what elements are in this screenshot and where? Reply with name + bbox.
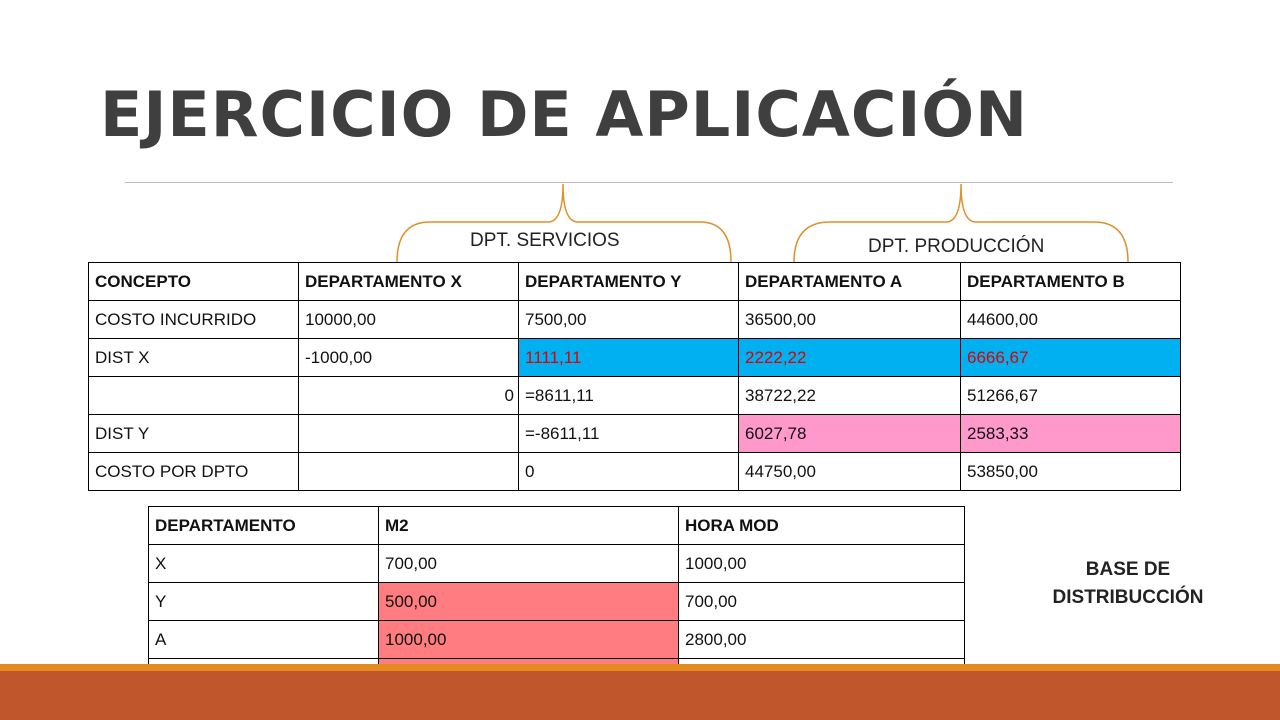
table-row: [89, 453, 1181, 491]
header-cell: DEPARTAMENTO X: [299, 263, 519, 301]
page-title: EJERCICIO DE APLICACIÓN: [100, 78, 1028, 151]
table-cell: 700,00: [679, 583, 965, 621]
table-row: [89, 339, 1181, 377]
table-cell: =8611,11: [519, 377, 739, 415]
header-cell: HORA MOD: [679, 507, 965, 545]
header-cell: DEPARTAMENTO: [149, 507, 379, 545]
highlighted-cell: 500,00: [379, 583, 679, 621]
highlighted-cell: 2222,22: [739, 339, 961, 377]
table-cell: [299, 415, 519, 453]
table-header-row: [149, 507, 965, 545]
table-cell: 51266,67: [961, 377, 1181, 415]
table-row: [149, 545, 965, 583]
table-cell: X: [149, 545, 379, 583]
table-cell: A: [149, 621, 379, 659]
base-distribution-label: [1030, 556, 1226, 612]
table-cell: 700,00: [379, 545, 679, 583]
highlighted-cell: 6027,78: [739, 415, 961, 453]
table-cell: 53850,00: [961, 453, 1181, 491]
table-row: [89, 415, 1181, 453]
table-cell: 44750,00: [739, 453, 961, 491]
table-cell: 10000,00: [299, 301, 519, 339]
table-cell: [299, 453, 519, 491]
footer-bar: [0, 664, 1280, 720]
table-row: [89, 377, 1181, 415]
table-cell: 0: [519, 453, 739, 491]
table-row: [89, 301, 1181, 339]
header-cell: M2: [379, 507, 679, 545]
table-cell: COSTO INCURRIDO: [89, 301, 299, 339]
table-cell: DIST X: [89, 339, 299, 377]
table-row: [149, 583, 965, 621]
bracket-graphics: [0, 0, 1280, 270]
servicios-label: DPT. SERVICIOS: [470, 230, 620, 251]
header-cell: DEPARTAMENTO Y: [519, 263, 739, 301]
produccion-label: DPT. PRODUCCIÓN: [868, 236, 1045, 257]
table-cell: 0: [299, 377, 519, 415]
table-cell: 1000,00: [679, 545, 965, 583]
table-cell: =-8611,11: [519, 415, 739, 453]
header-cell: DEPARTAMENTO B: [961, 263, 1181, 301]
table-row: [149, 621, 965, 659]
highlighted-cell: 1111,11: [519, 339, 739, 377]
highlighted-cell: 2583,33: [961, 415, 1181, 453]
table-cell: 36500,00: [739, 301, 961, 339]
base-label-line: BASE DE: [1085, 559, 1171, 580]
table-cell: [89, 377, 299, 415]
cost-distribution-table: [88, 262, 1181, 491]
header-cell: CONCEPTO: [89, 263, 299, 301]
table-cell: 38722,22: [739, 377, 961, 415]
table-cell: 2800,00: [679, 621, 965, 659]
table-cell: -1000,00: [299, 339, 519, 377]
base-label-line: DISTRIBUCCIÓN: [1052, 587, 1204, 608]
footer-accent-line: [0, 664, 1280, 671]
table-cell: Y: [149, 583, 379, 621]
highlighted-cell: 6666,67: [961, 339, 1181, 377]
table-cell: DIST Y: [89, 415, 299, 453]
table-cell: 44600,00: [961, 301, 1181, 339]
table-cell: COSTO POR DPTO: [89, 453, 299, 491]
table-header-row: [89, 263, 1181, 301]
highlighted-cell: 1000,00: [379, 621, 679, 659]
table-cell: 7500,00: [519, 301, 739, 339]
header-cell: DEPARTAMENTO A: [739, 263, 961, 301]
